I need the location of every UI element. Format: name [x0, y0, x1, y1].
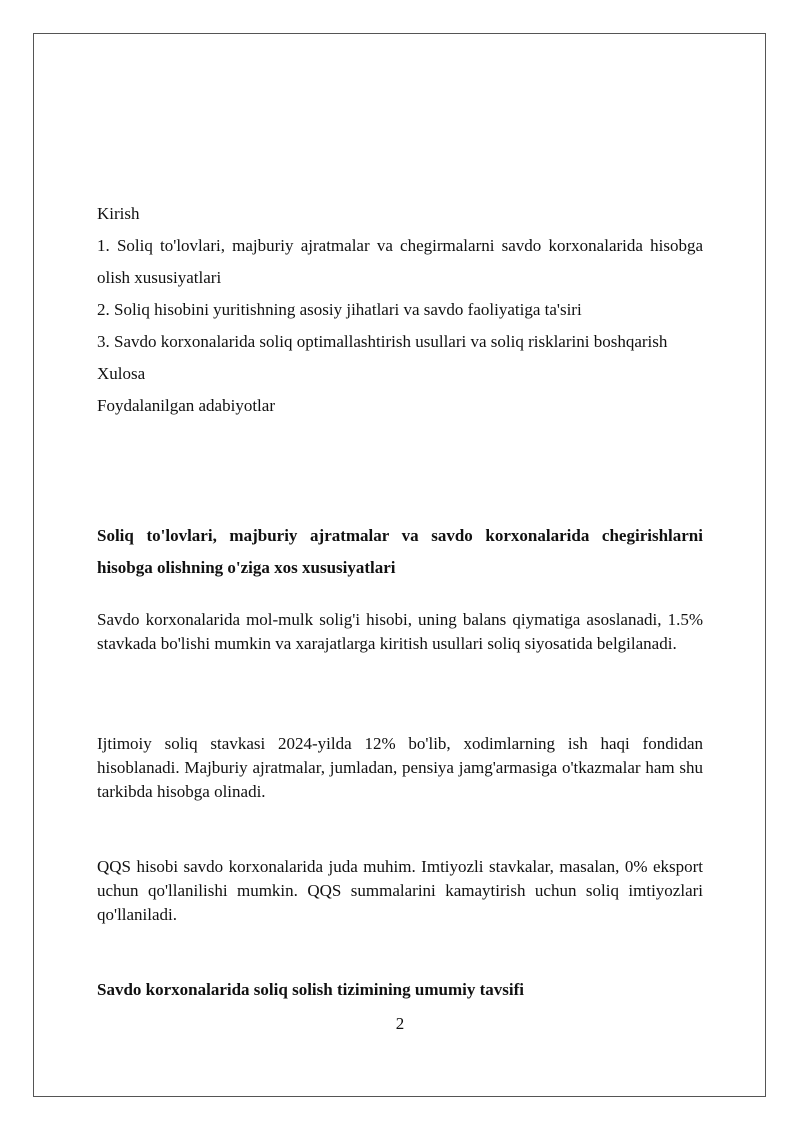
section-heading-2: Savdo korxonalarida soliq solish tizimining umumiy tavsifi: [97, 980, 524, 999]
toc-item-references: Foydalanilgan adabiyotlar: [97, 396, 275, 415]
section-heading-1: Soliq to'lovlari, majburiy ajratmalar va savdo korxonalarida chegirishlarni hisobga olishning o'ziga xos xususiyatlari: [97, 526, 703, 577]
toc-item-intro: Kirish: [97, 204, 140, 223]
table-of-contents: [97, 198, 703, 422]
page-number: 2: [395, 1014, 405, 1033]
toc-item-conclusion: Xulosa: [97, 364, 146, 383]
toc-item-chapter-2: 2. Soliq hisobini yuritishning asosiy jihatlari va savdo faoliyatiga ta'siri: [97, 300, 582, 319]
paragraph-vat: QQS hisobi savdo korxonalarida juda muhim. Imtiyozli stavkalar, masalan, 0% eksport uchun qo'llanilishi mumkin. QQS summalarini kamaytirish uchun soliq imtiyozlari qo'llaniladi.: [97, 857, 703, 924]
paragraph-social-tax: Ijtimoiy soliq stavkasi 2024-yilda 12% bo'lib, xodimlarning ish haqi fondidan hisoblanadi. Majburiy ajratmalar, jumladan, pensiya jamg'armasiga o'tkazmalar ham shu tarkibda hisobga olinadi.: [97, 734, 703, 801]
toc-item-chapter-1: 1. Soliq to'lovlari, majburiy ajratmalar va chegirmalarni savdo korxonalarida hisobga olish xususiyatlari: [97, 236, 703, 287]
toc-item-chapter-3: 3. Savdo korxonalarida soliq optimallashtirish usullari va soliq risklarini boshqarish: [97, 332, 668, 351]
paragraph-property-tax: Savdo korxonalarida mol-mulk solig'i hisobi, uning balans qiymatiga asoslanadi, 1.5% stavkada bo'lishi mumkin va xarajatlarga kiritish usullari soliq siyosatida belgilanadi.: [97, 610, 703, 653]
